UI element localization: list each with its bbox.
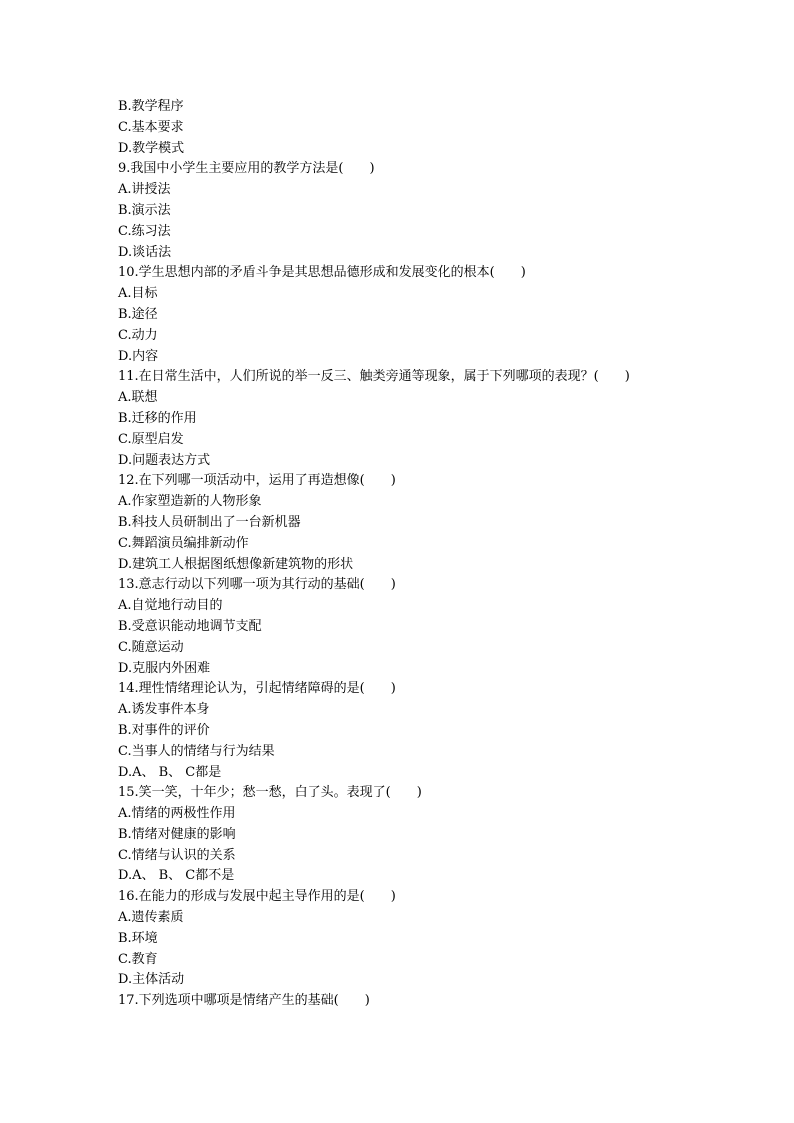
question-13: 13.意志行动以下列哪一项为其行动的基础( ) bbox=[118, 577, 396, 593]
option-line: A.情绪的两极性作用 bbox=[118, 806, 236, 822]
question-15: 15.笑一笑，十年少；愁一愁，白了头。表现了( ) bbox=[118, 785, 422, 801]
option-line: C.动力 bbox=[118, 327, 158, 343]
question-17: 17.下列选项中哪项是情绪产生的基础( ) bbox=[118, 993, 370, 1009]
option-line: C.基本要求 bbox=[118, 119, 184, 135]
option-line: D.主体活动 bbox=[118, 972, 185, 988]
option-line: A.作家塑造新的人物形象 bbox=[118, 494, 262, 510]
option-line: B.环境 bbox=[118, 930, 158, 946]
question-14: 14.理性情绪理论认为，引起情绪障碍的是( ) bbox=[118, 681, 396, 697]
option-line: D.A、 B、 C都不是 bbox=[118, 868, 235, 884]
option-line: C.原型启发 bbox=[118, 431, 184, 447]
option-line: C.随意运动 bbox=[118, 639, 184, 655]
option-line: C.当事人的情绪与行为结果 bbox=[118, 743, 275, 759]
question-10: 10.学生思想内部的矛盾斗争是其思想品德形成和发展变化的根本( ) bbox=[118, 265, 526, 281]
option-line: B.科技人员研制出了一台新机器 bbox=[118, 514, 301, 530]
document-text bbox=[118, 97, 718, 1012]
option-line: A.讲授法 bbox=[118, 182, 171, 198]
option-line: D.教学模式 bbox=[118, 140, 185, 156]
option-line: D.谈话法 bbox=[118, 244, 172, 260]
option-line: C.练习法 bbox=[118, 223, 171, 239]
option-line: A.目标 bbox=[118, 286, 158, 302]
option-line: A.遗传素质 bbox=[118, 910, 184, 926]
question-16: 16.在能力的形成与发展中起主导作用的是( ) bbox=[118, 889, 396, 905]
question-11: 11.在日常生活中，人们所说的举一反三、触类旁通等现象，属于下列哪项的表现？( ) bbox=[118, 369, 630, 385]
option-line: B.受意识能动地调节支配 bbox=[118, 618, 262, 634]
option-line: C.舞蹈演员编排新动作 bbox=[118, 535, 249, 551]
option-line: B.对事件的评价 bbox=[118, 722, 210, 738]
option-line: B.教学程序 bbox=[118, 99, 184, 114]
option-line: D.问题表达方式 bbox=[118, 452, 211, 468]
option-line: B.情绪对健康的影响 bbox=[118, 826, 236, 842]
option-line: A.诱发事件本身 bbox=[118, 702, 210, 718]
option-line: D.A、 B、 C都是 bbox=[118, 764, 222, 780]
option-line: D.内容 bbox=[118, 348, 159, 364]
option-line: C.教育 bbox=[118, 951, 158, 967]
option-line: B.途径 bbox=[118, 306, 158, 322]
option-line: A.自觉地行动目的 bbox=[118, 598, 223, 614]
option-line: D.克服内外困难 bbox=[118, 660, 211, 676]
option-line: C.情绪与认识的关系 bbox=[118, 847, 236, 863]
option-line: B.演示法 bbox=[118, 202, 171, 218]
question-12: 12.在下列哪一项活动中，运用了再造想像( ) bbox=[118, 473, 396, 489]
option-line: A.联想 bbox=[118, 390, 158, 406]
option-line: B.迁移的作用 bbox=[118, 410, 197, 426]
question-9: 9.我国中小学生主要应用的教学方法是( ) bbox=[118, 161, 375, 177]
option-line: D.建筑工人根据图纸想像新建筑物的形状 bbox=[118, 556, 354, 572]
